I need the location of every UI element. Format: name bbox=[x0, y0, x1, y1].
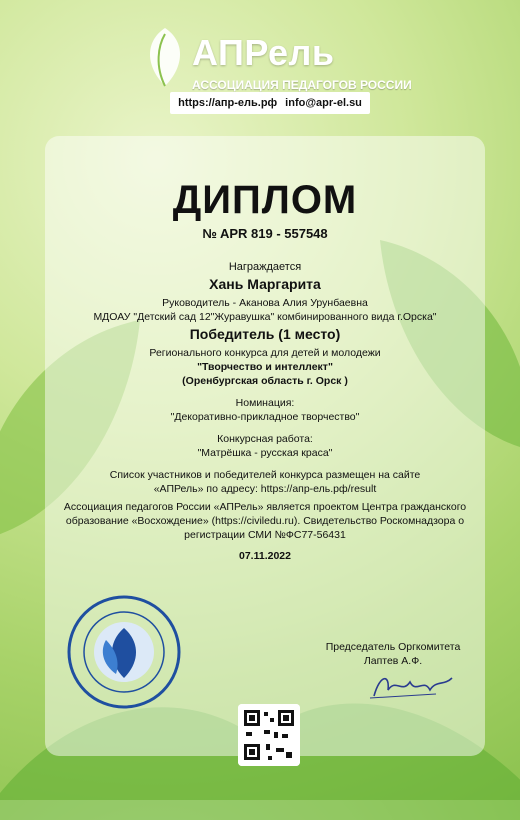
contest-type: Регионального конкурса для детей и молодежи bbox=[149, 347, 381, 359]
issue-date: 07.11.2022 bbox=[239, 550, 291, 562]
signature-icon bbox=[366, 668, 456, 704]
nomination-label: Номинация: bbox=[235, 397, 295, 409]
header bbox=[0, 0, 520, 120]
results-note-2: «АПРель» по адресу: https://апр-ель.рф/result bbox=[153, 483, 377, 495]
logo bbox=[140, 22, 412, 92]
work-title: "Матрёшка - русская краса" bbox=[197, 447, 333, 459]
nomination: "Декоративно-прикладное творчество" bbox=[170, 411, 360, 423]
email-link[interactable]: info@apr-el.su bbox=[285, 97, 362, 109]
region: (Оренбургская область г. Орск ) bbox=[182, 375, 348, 387]
supervisor: Руководитель - Аканова Алия Урунбаевна bbox=[162, 297, 368, 309]
place: Победитель (1 место) bbox=[189, 326, 341, 342]
assoc-note-2: образование «Восхождение» (https://civiledu.ru). Свидетельство Роскомнадзора о bbox=[65, 515, 465, 527]
diploma-content bbox=[45, 180, 485, 562]
assoc-note-3: регистрации СМИ №ФС77-56431 bbox=[184, 529, 346, 541]
awarded-label: Награждается bbox=[228, 261, 302, 273]
recipient-name: Хань Маргарита bbox=[209, 276, 321, 292]
signature-block bbox=[318, 640, 468, 668]
diploma-title: ДИПЛОМ bbox=[172, 178, 358, 222]
brand-subtitle: АССОЦИАЦИЯ ПЕДАГОГОВ РОССИИ bbox=[192, 78, 412, 92]
signature-role: Председатель Оргкомитета bbox=[325, 641, 461, 653]
website-link[interactable]: https://апр-ель.рф bbox=[178, 97, 278, 109]
brand-name: АПРель bbox=[192, 32, 335, 73]
organization: МДОАУ "Детский сад 12"Журавушка" комбинированного вида г.Орска" bbox=[93, 311, 437, 323]
contest-name: "Творчество и интеллект" bbox=[197, 361, 333, 373]
association-seal-icon bbox=[66, 594, 182, 710]
signature-name: Лаптев А.Ф. bbox=[363, 655, 423, 667]
contact-bar bbox=[170, 92, 370, 114]
results-note-1: Список участников и победителей конкурса размещен на сайте bbox=[109, 469, 421, 481]
leaf-logo-icon bbox=[140, 26, 190, 88]
diploma-number: № APR 819 - 557548 bbox=[202, 226, 328, 241]
qr-code-icon[interactable] bbox=[238, 704, 300, 766]
work-label: Конкурсная работа: bbox=[217, 433, 313, 445]
assoc-note-1: Ассоциация педагогов России «АПРель» является проектом Центра гражданского bbox=[63, 501, 467, 513]
